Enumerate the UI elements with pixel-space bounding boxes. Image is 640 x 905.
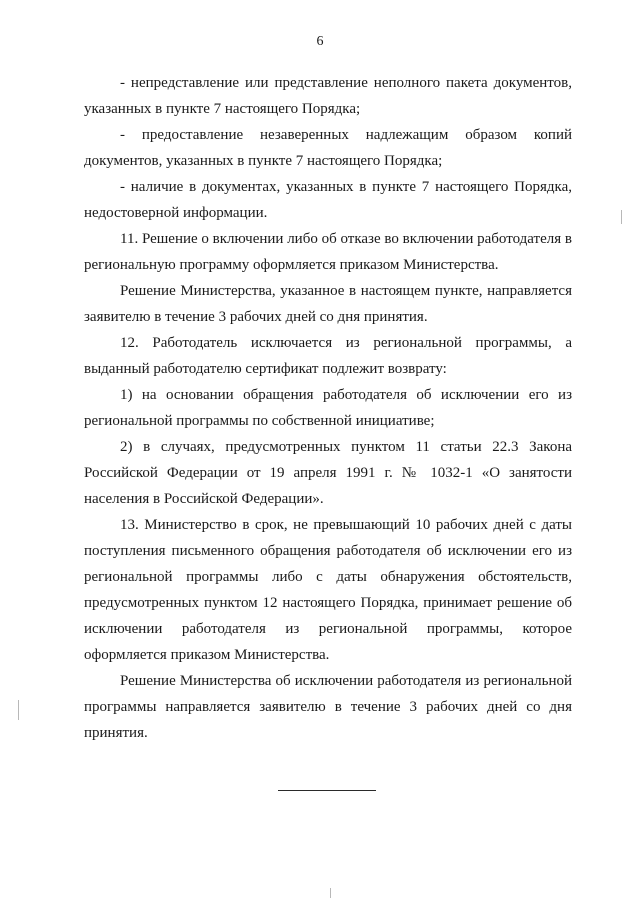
paragraph-clause-12-item-2: 2) в случаях, предусмотренных пунктом 11 статьи 22.3 Закона Российской Федерации от 19 апреля 1991 г. № 1032-1 «О занятости населения в Российской Федерации». [84,439,572,507]
paragraph-clause-12: 12. Работодатель исключается из региональной программы, а выданный работодателю сертификат подлежит возврату: [84,335,572,377]
end-separator-line [278,790,376,791]
paragraph-clause-11: 11. Решение о включении либо об отказе во включении работодателя в региональную программу оформляется приказом Министерства. [84,231,572,273]
scan-edge-mark [18,700,19,720]
paragraph-clause-13: 13. Министерство в срок, не превышающий 10 рабочих дней с даты поступления письменного обращения работодателя об исключении его из региональной программы либо с даты обнаружения обстоятельств, предусмотренных пунктом 12 настоящего Порядка, принимает решение об исключении работодателя из региональной программы, которое оформляется приказом Министерства. [84,517,572,663]
page-number: 6 [316,34,324,49]
scan-edge-mark [330,888,331,898]
paragraph-item-missing-documents: - непредставление или представление неполного пакета документов, указанных в пункте 7 настоящего Порядка; [84,75,572,117]
paragraph-clause-13-decision: Решение Министерства об исключении работодателя из региональной программы направляется заявителю в течение 3 рабочих дней со дня принятия. [84,673,572,741]
document-body [84,70,572,746]
paragraph-item-false-information: - наличие в документах, указанных в пункте 7 настоящего Порядка, недостоверной информации. [84,179,572,221]
paragraph-item-unverified-copies: - предоставление незаверенных надлежащим образом копий документов, указанных в пункте 7 настоящего Порядка; [84,127,572,169]
paragraph-clause-11-decision: Решение Министерства, указанное в настоящем пункте, направляется заявителю в течение 3 рабочих дней со дня принятия. [84,283,572,325]
paragraph-clause-12-item-1: 1) на основании обращения работодателя об исключении его из региональной программы по собственной инициативе; [84,387,572,429]
scan-edge-mark [621,210,622,224]
